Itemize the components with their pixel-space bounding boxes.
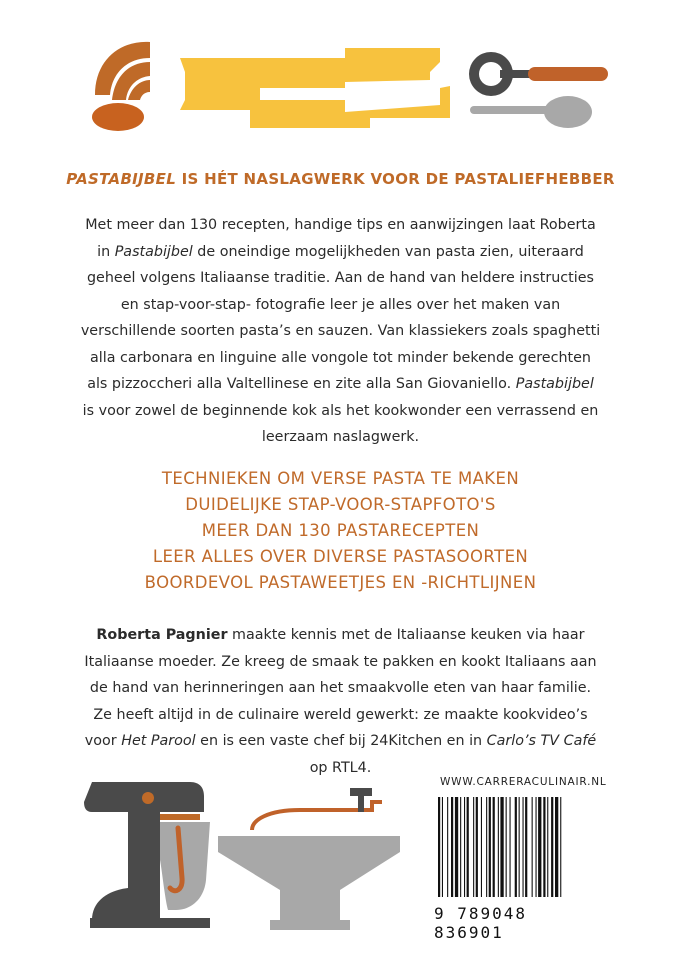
intro-paragraph <box>80 212 601 451</box>
bio-text-3: op RTL4. <box>309 759 372 776</box>
pastry-wheel-icon <box>469 52 608 96</box>
feature-item: MEER DAN 130 PASTARECEPTEN <box>201 521 480 540</box>
barcode-bar <box>460 797 461 897</box>
barcode-bar <box>551 797 553 897</box>
barcode-bar <box>506 797 507 897</box>
barcode-bar <box>515 797 517 897</box>
barcode-bar <box>455 797 458 897</box>
barcode-bar <box>467 797 469 897</box>
intro-book-title-1: Pastabijbel <box>114 243 193 260</box>
barcode-bar <box>536 797 537 897</box>
feature-item: LEER ALLES OVER DIVERSE PASTASOORTEN <box>152 547 529 566</box>
tagline <box>0 170 681 188</box>
barcode-bar <box>486 797 487 897</box>
bio-newspaper: Het Parool <box>121 733 196 749</box>
barcode-bar <box>473 797 474 897</box>
bio-tv-show: Carlo’s TV Café <box>486 733 597 749</box>
isbn-number: 9 789048 836901 <box>434 904 528 942</box>
barcode-bar <box>481 797 482 897</box>
barcode-bar <box>442 797 443 897</box>
intro-text-1: Met meer dan 130 recepten, handige tips en aanwijzingen laat Roberta in <box>85 217 596 260</box>
barcode-bar <box>523 797 524 897</box>
barcode-bar <box>555 797 558 897</box>
barcode-icon <box>434 797 602 897</box>
barcode-bar <box>519 797 520 897</box>
stand-mixer-icon <box>84 782 210 928</box>
barcode-bar <box>476 797 478 897</box>
barcode-bar <box>532 797 533 897</box>
feature-item: BOORDEVOL PASTAWEETJES EN -RICHTLIJNEN <box>144 573 537 592</box>
bio-text-2: en is een vaste chef bij 24Kitchen en in <box>195 733 487 749</box>
barcode-bar <box>538 797 541 897</box>
barcode-bar <box>543 797 545 897</box>
barcode-bar <box>500 797 503 897</box>
tagline-book-title: PASTABIJBEL <box>66 170 177 188</box>
barcode-bar <box>547 797 548 897</box>
pasta-strainer-icon <box>218 788 400 930</box>
barcode-bar <box>493 797 495 897</box>
tagliatelle-ribbon-icon <box>180 48 450 128</box>
barcode-bar <box>447 797 448 897</box>
feature-list <box>0 466 681 596</box>
barcode-bar <box>510 797 511 897</box>
wooden-spoon-icon <box>470 96 592 128</box>
barcode-bar <box>560 797 561 897</box>
intro-text-2: de oneindige mogelijkheden van pasta zien, uiteraard geheel volgens Italiaanse traditie. Aan de hand van heldere instructies en stap-voor-stap- fotografie leer je alles over het maken van verschillende soorten pasta’s en sauzen. Van klassiekers zoals spaghetti alla carbonara en linguine alle vongole tot minder bekende gerechten als pizzoccheri alla Valtellinese en zite alla San Giovaniello. <box>80 243 601 392</box>
barcode-bar <box>489 797 491 897</box>
publisher-url: WWW.CARRERACULINAIR.NL <box>440 776 607 788</box>
intro-book-title-2: Pastabijbel <box>515 376 594 392</box>
author-name: Roberta Pagnier <box>96 627 228 643</box>
feature-item: DUIDELIJKE STAP-VOOR-STAPFOTO'S <box>185 495 496 514</box>
intro-text-3: is voor zowel de beginnende kok als het kookwonder een verrassend en leerzaam naslagwerk. <box>82 402 599 445</box>
top-illustrations <box>0 0 681 150</box>
barcode-bar <box>498 797 499 897</box>
barcode-bar <box>525 797 527 897</box>
author-bio <box>80 622 601 781</box>
bottom-illustrations <box>0 770 420 940</box>
bio-text-1: maakte kennis met de Italiaanse keuken via haar Italiaanse moeder. Ze kreeg de smaak te pakken en kookt Italiaans aan de hand van herinneringen aan het smaakvolle eten van haar familie. Ze heeft altijd in de culinaire wereld gewerkt: ze maakte kookvideo’s voor <box>84 627 597 749</box>
barcode-bar <box>451 797 453 897</box>
feature-item: TECHNIEKEN OM VERSE PASTA TE MAKEN <box>161 469 520 488</box>
pasta-roll-icon <box>92 42 150 131</box>
barcode-bar <box>438 797 440 897</box>
barcode-bar <box>464 797 465 897</box>
tagline-text: IS HÉT NASLAGWERK VOOR DE PASTALIEFHEBBER <box>176 170 615 188</box>
